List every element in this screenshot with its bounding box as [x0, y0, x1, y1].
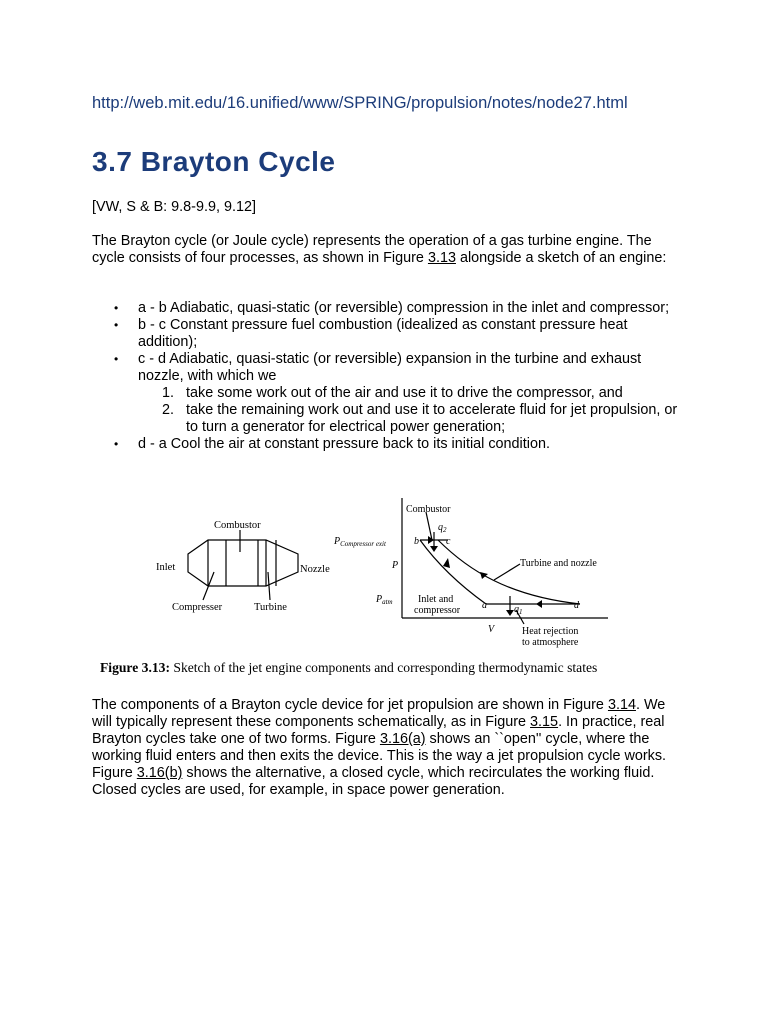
- expansion-curve: [438, 540, 580, 604]
- c-label: c: [446, 536, 451, 547]
- components-paragraph: [92, 697, 682, 799]
- p-subscript: Compressor exit: [340, 540, 386, 548]
- inlet-label: Inlet: [156, 562, 176, 573]
- p-atm-label: [375, 594, 393, 606]
- q1-arrowhead: [506, 610, 514, 616]
- sub-list: [138, 385, 682, 436]
- sub-item-text: take the remaining work out and use it to accelerate fluid for jet propulsion, or to turn a generator for electrical power generation;: [186, 402, 678, 435]
- caption-label: Figure 3.13:: [100, 660, 170, 675]
- expansion-arrowhead: [480, 572, 488, 579]
- page-title: 3.7 Brayton Cycle: [92, 146, 336, 177]
- sub-item: [138, 402, 682, 436]
- intro-paragraph: [92, 233, 682, 267]
- heat-rejection-label-1: Heat rejection: [522, 626, 579, 637]
- p-comp-exit-label: [333, 536, 387, 548]
- q2-subscript: 2: [443, 526, 447, 534]
- q2-arrowhead: [430, 546, 438, 552]
- patm-symbol: P: [376, 594, 383, 605]
- body-text: . We will typically represent these components schematically, as in Figure: [92, 697, 666, 730]
- process-item: [92, 351, 682, 436]
- nozzle-label: Nozzle: [300, 564, 330, 575]
- body-text: shows an ``open'' cycle, where the working fluid enters and then exits the device. This is the way a jet propulsion cycle works. Figure: [92, 731, 667, 781]
- figure-link-3-13[interactable]: 3.13: [427, 250, 456, 266]
- combustor-pointer: [426, 512, 432, 540]
- inlet-compressor-label-2: compressor: [414, 605, 461, 616]
- b-label: b: [414, 536, 419, 547]
- sub-item: [138, 385, 682, 402]
- figure-link-3-14[interactable]: 3.14: [607, 697, 636, 713]
- turbine-nozzle-label: Turbine and nozzle: [520, 558, 597, 569]
- process-text: c - d Adiabatic, quasi-static (or reversible) expansion in the turbine and exhaust nozzle, with which we: [138, 351, 642, 384]
- p-axis-label: P: [392, 560, 399, 571]
- compression-arrowhead: [443, 558, 450, 568]
- q2-label: [438, 522, 447, 534]
- intro-text-2: alongside a sketch of an engine:: [455, 250, 667, 266]
- intro-text-1: The Brayton cycle (or Joule cycle) represents the operation of a gas turbine engine. The cycle consists of four processes, as shown in Figure: [92, 233, 652, 266]
- q1-label: [514, 604, 523, 616]
- engine-sketch: [188, 530, 298, 600]
- source-url[interactable]: http://web.mit.edu/16.unified/www/SPRING/propulsion/notes/node27.html: [92, 94, 628, 112]
- body-text: . In practice, real Brayton cycles take one of two forms. Figure: [92, 714, 665, 747]
- references: [VW, S & B: 9.8-9.9, 9.12]: [92, 199, 256, 215]
- combustor-label: Combustor: [214, 520, 261, 531]
- p-symbol: P: [334, 536, 341, 547]
- inlet-compressor-label-1: Inlet and: [418, 594, 454, 605]
- figure-link-3-16b[interactable]: 3.16(b): [136, 765, 183, 781]
- figure-link-3-15[interactable]: 3.15: [530, 714, 559, 730]
- pv-combustor-label: Combustor: [406, 504, 451, 515]
- compressor-label: Compresser: [172, 602, 223, 613]
- q1-subscript: 1: [519, 608, 523, 616]
- body-text: shows the alternative, a closed cycle, which recirculates the working fluid. Closed cycles are used, for example, in space power generation.: [92, 765, 655, 798]
- turbine-label: Turbine: [254, 602, 287, 613]
- isobar-arrowhead: [536, 600, 542, 608]
- sub-item-number: 1.: [162, 385, 175, 401]
- figure-link-3-16a[interactable]: 3.16(a): [379, 731, 426, 747]
- a-label: a: [482, 600, 487, 611]
- d-label: d: [574, 600, 579, 611]
- process-list: [92, 300, 682, 453]
- process-item: • b - c Constant pressure fuel combustion (idealized as constant pressure heat addition);: [92, 317, 682, 351]
- q2-symbol: q: [438, 522, 443, 533]
- v-axis-label: V: [488, 624, 495, 635]
- caption-text: Sketch of the jet engine components and corresponding thermodynamic states: [169, 660, 598, 675]
- patm-subscript: atm: [382, 598, 393, 606]
- process-item: • a - b Adiabatic, quasi-static (or reversible) compression in the inlet and compressor;: [92, 300, 682, 317]
- turbine-pointer: [494, 564, 520, 580]
- body-text: The components of a Brayton cycle device for jet propulsion are shown in Figure: [92, 697, 608, 713]
- brayton-figure: [148, 492, 628, 652]
- sub-item-text: take some work out of the air and use it to drive the compressor, and: [186, 385, 623, 401]
- heat-rejection-label-2: to atmosphere: [522, 637, 579, 648]
- q1-symbol: q: [514, 604, 519, 615]
- process-item: • d - a Cool the air at constant pressure back to its initial condition.: [92, 436, 682, 453]
- engine-outline: [188, 540, 298, 586]
- figure-caption: [100, 660, 700, 676]
- turbine-pointer: [268, 572, 270, 600]
- sub-item-number: 2.: [162, 402, 175, 418]
